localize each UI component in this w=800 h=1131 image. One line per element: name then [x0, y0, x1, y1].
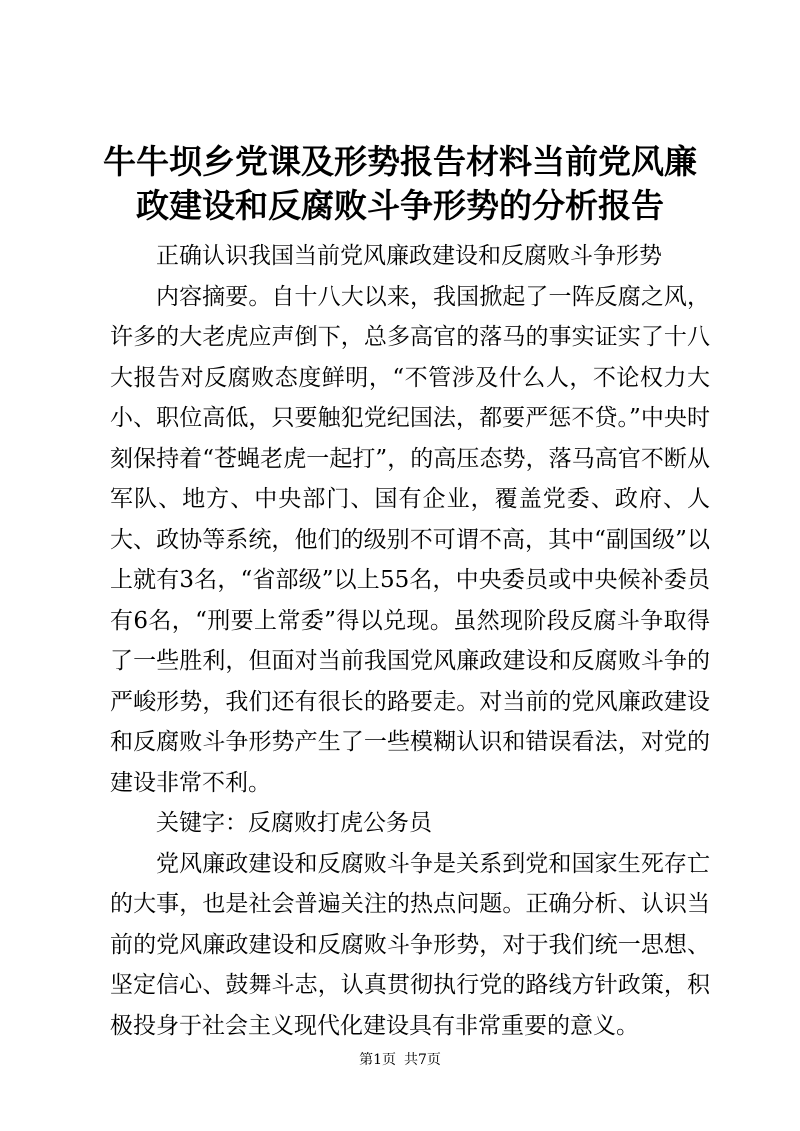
document-title: 牛牛坝乡党课及形势报告材料当前党风廉政建设和反腐败斗争形势的分析报告: [103, 142, 697, 225]
page-number-total: 共7页: [404, 1052, 441, 1068]
abstract-paragraph: 内容摘要。自十八大以来，我国掀起了一阵反腐之风，许多的大老虎应声倒下，总多高官的落马的事实证实了十八大报告对反腐败态度鲜明，“不管涉及什么人，不论权力大小、职位高低，只要触犯党纪国法，都要严惩不贷。”中央时刻保持着“苍蝇老虎一起打”，的高压态势，落马高官不断从军队、地方、中央部门、国有企业，覆盖党委、政府、人大、政协等系统，他们的级别不可谓不高，其中“副国级”以上就有3名，“省部级”以上55名，中央委员或中央候补委员有6名，“刑要上常委”得以兑现。虽然现阶段反腐斗争取得了一些胜利，但面对当前我国党风廉政建设和反腐败斗争的严峻形势，我们还有很长的路要走。对当前的党风廉政建设和反腐败斗争形势产生了一些模糊认识和错误看法，对党的建设非常不利。: [110, 283, 710, 796]
keywords-paragraph: 关键字：反腐败打虎公务员: [156, 810, 432, 836]
page-footer: [0, 1051, 800, 1069]
page-number-current: 第1页: [359, 1052, 396, 1068]
document-content: [110, 236, 710, 1046]
subtitle-paragraph: 正确认识我国当前党风廉政建设和反腐败斗争形势: [156, 243, 662, 269]
body-paragraph: 党风廉政建设和反腐败斗争是关系到党和国家生死存亡的大事，也是社会普遍关注的热点问题。正确分析、认识当前的党风廉政建设和反腐败斗争形势，对于我们统一思想、坚定信心、鼓舞斗志，认真贯彻执行党的路线方针政策，积极投身于社会主义现代化建设具有非常重要的意义。: [110, 850, 710, 1039]
